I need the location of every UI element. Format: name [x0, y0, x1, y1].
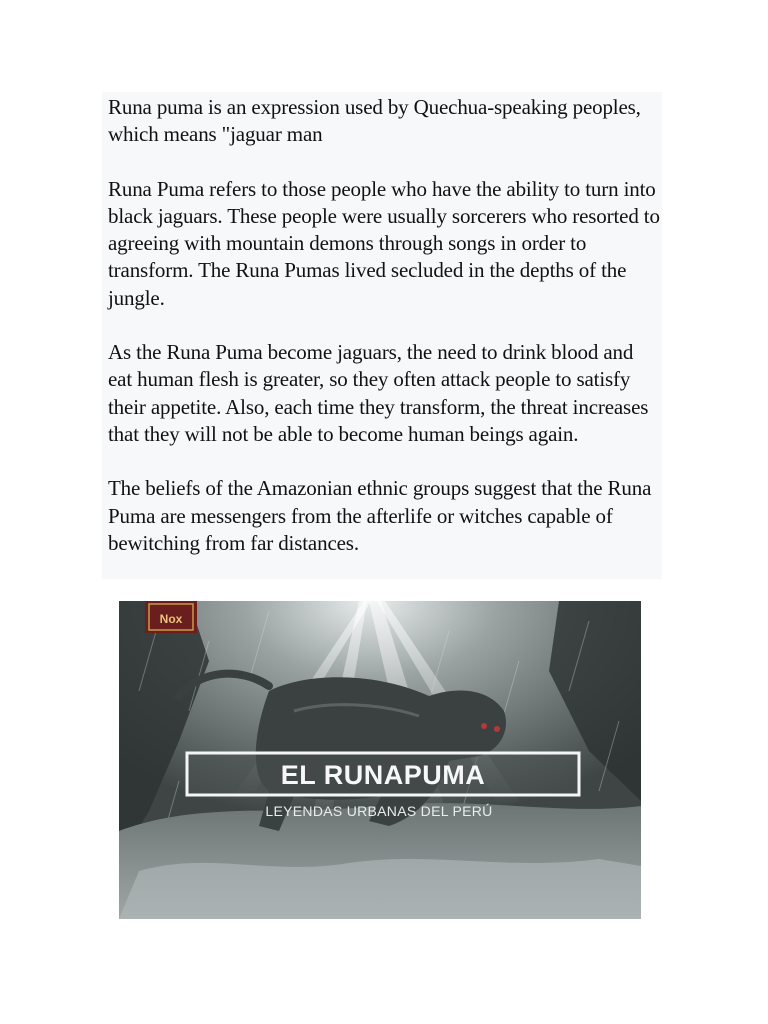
paragraph-intro: Runa puma is an expression used by Quechua-speaking peoples, which means "jaguar man [108, 95, 641, 147]
image-title: EL RUNAPUMA [280, 760, 486, 790]
article-text-block [102, 92, 662, 579]
logo-text: Nox [159, 612, 183, 626]
paragraph-ability: Runa Puma refers to those people who have the ability to turn into black jaguars. These people were usually sorcerers who resorted to agreeing with mountain demons through songs in order to transform. The Runa Pumas lived secluded in the depths of the jungle. [108, 176, 660, 310]
paragraph-transformation: As the Runa Puma become jaguars, the need to drink blood and eat human flesh is greater, so they often attack people to satisfy their appetite. Also, each time they transform, the threat increases that they will not be able to become human beings again. [108, 340, 649, 446]
paragraph-beliefs: The beliefs of the Amazonian ethnic groups suggest that the Runa Puma are messengers from the afterlife or witches capable of bewitching from far distances. [108, 476, 652, 555]
runapuma-illustration [119, 601, 641, 919]
publisher-logo [145, 601, 197, 633]
illustration-svg [119, 601, 641, 919]
ground-mist [119, 859, 641, 919]
image-subtitle: LEYENDAS URBANAS DEL PERÚ [265, 803, 493, 819]
